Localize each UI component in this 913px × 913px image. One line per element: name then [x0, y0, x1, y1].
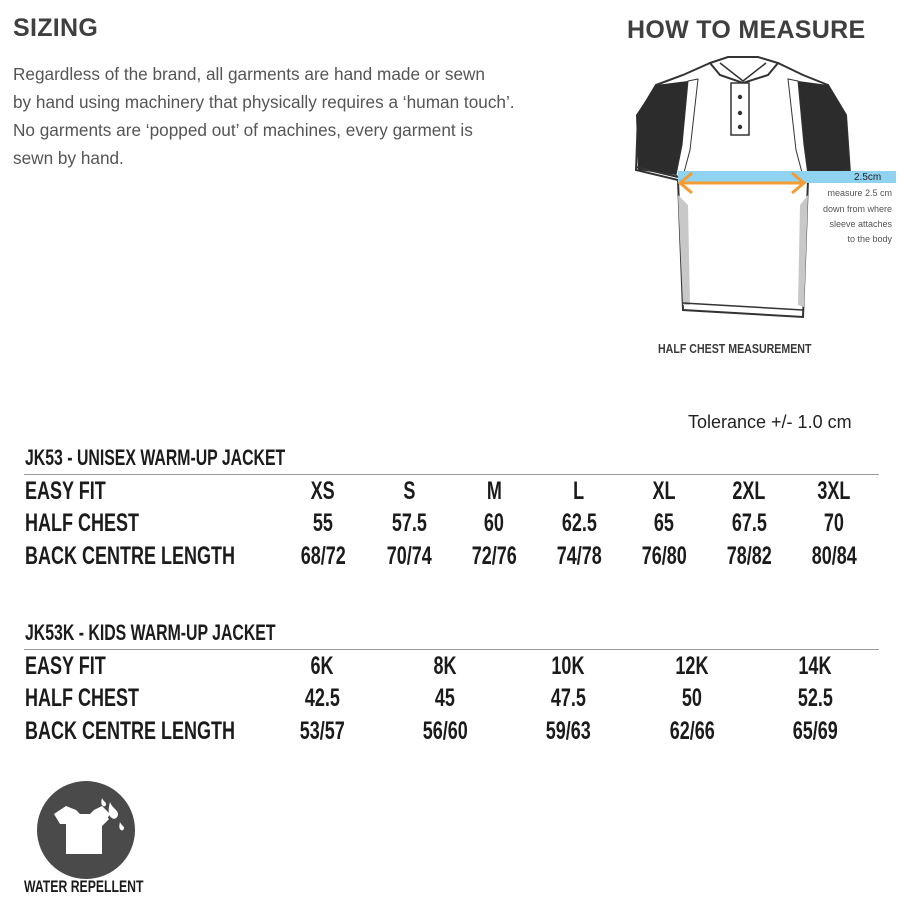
back-length-cell: 53/57 — [299, 717, 345, 745]
sizing-line: by hand using machinery that physically requires a ‘human touch’. — [13, 92, 515, 112]
shirt-diagram — [628, 55, 908, 345]
half-chest-cell: 67.5 — [731, 509, 767, 537]
back-length-cell: 78/82 — [726, 542, 772, 570]
size-header: M — [486, 477, 502, 505]
sizing-description — [13, 60, 633, 172]
water-repellent-icon — [36, 780, 136, 880]
half-chest-cell: 70 — [823, 509, 845, 537]
measure-note-line: measure 2.5 cm — [827, 188, 892, 198]
half-chest-caption: HALF CHEST MEASUREMENT — [658, 342, 812, 356]
kids-table-title: JK53K - KIDS WARM-UP JACKET — [25, 620, 276, 645]
measure-note-line: sleeve attaches — [829, 219, 892, 229]
back-length-cell: 62/66 — [669, 717, 715, 745]
size-header: 10K — [551, 652, 585, 680]
back-length-cell: 56/60 — [422, 717, 468, 745]
kids-row-label-easy-fit: EASY FIT — [25, 652, 106, 680]
kids-row-label-back-length: BACK CENTRE LENGTH — [25, 717, 236, 745]
half-chest-cell: 62.5 — [561, 509, 597, 537]
half-chest-cell: 42.5 — [304, 684, 340, 712]
size-header: 2XL — [732, 477, 766, 505]
half-chest-cell: 55 — [312, 509, 334, 537]
sizing-line: No garments are ‘popped out’ of machines, every garment is — [13, 120, 473, 140]
kids-row-label-half-chest: HALF CHEST — [25, 684, 139, 712]
polo-shirt-illustration — [628, 55, 908, 345]
adult-table-title: JK53 - UNISEX WARM-UP JACKET — [25, 445, 286, 470]
back-length-cell: 72/76 — [471, 542, 517, 570]
half-chest-cell: 65 — [653, 509, 675, 537]
tolerance-note: Tolerance +/- 1.0 cm — [688, 412, 852, 432]
half-chest-cell: 50 — [681, 684, 703, 712]
adult-row-label-easy-fit: EASY FIT — [25, 477, 106, 505]
back-length-cell: 59/63 — [545, 717, 591, 745]
measure-note-line: down from where — [822, 204, 892, 214]
sizing-line: Regardless of the brand, all garments are hand made or sewn — [13, 64, 485, 84]
half-chest-cell: 47.5 — [550, 684, 586, 712]
size-header: XL — [652, 477, 676, 505]
back-length-cell: 65/69 — [792, 717, 838, 745]
half-chest-cell: 52.5 — [797, 684, 833, 712]
back-length-cell: 74/78 — [556, 542, 602, 570]
size-header: 14K — [798, 652, 832, 680]
size-header: XS — [310, 477, 336, 505]
back-length-cell: 76/80 — [641, 542, 687, 570]
adult-row-label-half-chest: HALF CHEST — [25, 509, 139, 537]
half-chest-cell: 45 — [434, 684, 456, 712]
kids-table-rule — [24, 649, 879, 650]
size-header: 6K — [310, 652, 334, 680]
size-header: 12K — [675, 652, 709, 680]
back-length-cell: 68/72 — [300, 542, 346, 570]
size-header: S — [402, 477, 416, 505]
water-repellent-label: WATER REPELLENT — [24, 877, 144, 896]
back-length-cell: 70/74 — [386, 542, 432, 570]
band-label: 2.5cm — [854, 172, 882, 183]
adult-table-rule — [24, 474, 879, 475]
measure-note-line: to the body — [847, 234, 892, 244]
sizing-line: sewn by hand. — [13, 148, 124, 168]
adult-row-label-back-length: BACK CENTRE LENGTH — [25, 542, 236, 570]
size-header: 3XL — [817, 477, 851, 505]
back-length-cell: 80/84 — [811, 542, 857, 570]
how-to-measure-title: HOW TO MEASURE — [627, 16, 866, 44]
size-header: L — [573, 477, 585, 505]
half-chest-cell: 57.5 — [391, 509, 427, 537]
sizing-title: SIZING — [13, 14, 99, 42]
half-chest-cell: 60 — [483, 509, 505, 537]
size-header: 8K — [433, 652, 457, 680]
